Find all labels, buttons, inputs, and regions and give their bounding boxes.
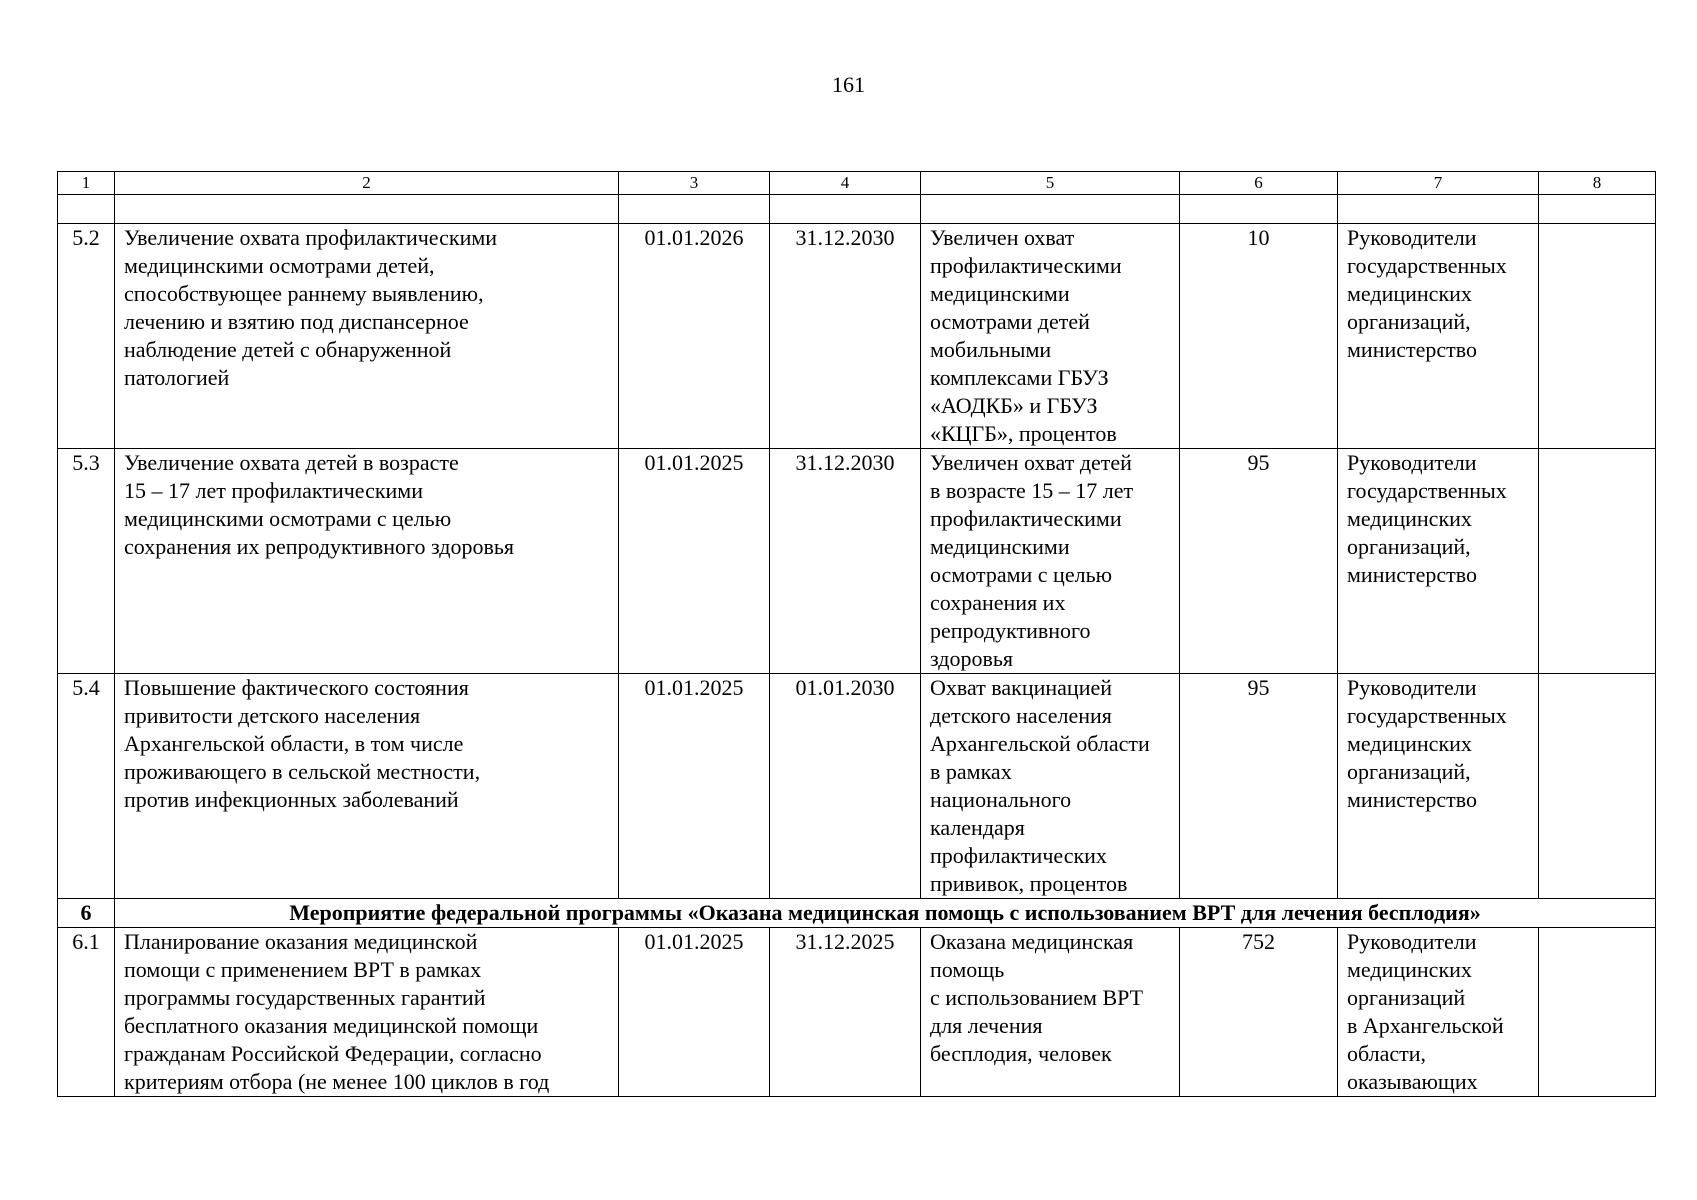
start-date: 01.01.2025 [619, 449, 770, 674]
empty-cell [770, 195, 921, 224]
section-number: 6 [58, 899, 115, 928]
empty-cell [58, 195, 115, 224]
empty-cell [115, 195, 619, 224]
result-text: Увеличен охват профилактическими медицинскими осмотрами детей мобильными комплексами ГБУЗ «АОДКБ» и ГБУЗ «КЦГБ», процентов [921, 224, 1180, 449]
column-numbers-row [58, 172, 1656, 195]
start-date: 01.01.2025 [619, 928, 770, 1097]
section-row [58, 899, 1656, 928]
table-row [58, 674, 1656, 899]
blank-row [58, 195, 1656, 224]
indicator-value: 95 [1180, 449, 1338, 674]
column-number: 7 [1338, 172, 1539, 195]
section-title: Мероприятие федеральной программы «Оказана медицинская помощь с использованием ВРТ для лечения бесплодия» [115, 899, 1656, 928]
measure-text: Увеличение охвата детей в возрасте 15 – 17 лет профилактическими медицинскими осмотрами с целью сохранения их репродуктивного здоровья [115, 449, 619, 674]
column-number: 2 [115, 172, 619, 195]
table-row [58, 224, 1656, 449]
column-number: 3 [619, 172, 770, 195]
note-cell [1539, 674, 1656, 899]
item-number: 6.1 [58, 928, 115, 1097]
column-number: 5 [921, 172, 1180, 195]
measure-text: Увеличение охвата профилактическими медицинскими осмотрами детей, способствующее раннему выявлению, лечению и взятию под диспансерное наблюдение детей с обнаруженной патологией [115, 224, 619, 449]
end-date: 31.12.2030 [770, 224, 921, 449]
note-cell [1539, 928, 1656, 1097]
result-text: Охват вакцинацией детского населения Архангельской области в рамках национального календаря профилактических прививок, процентов [921, 674, 1180, 899]
end-date: 31.12.2025 [770, 928, 921, 1097]
item-number: 5.2 [58, 224, 115, 449]
empty-cell [619, 195, 770, 224]
column-number: 4 [770, 172, 921, 195]
start-date: 01.01.2026 [619, 224, 770, 449]
item-number: 5.4 [58, 674, 115, 899]
table-row [58, 928, 1656, 1097]
note-cell [1539, 449, 1656, 674]
indicator-value: 95 [1180, 674, 1338, 899]
indicator-value: 752 [1180, 928, 1338, 1097]
column-number: 6 [1180, 172, 1338, 195]
indicator-value: 10 [1180, 224, 1338, 449]
end-date: 31.12.2030 [770, 449, 921, 674]
table-row [58, 449, 1656, 674]
column-number: 8 [1539, 172, 1656, 195]
start-date: 01.01.2025 [619, 674, 770, 899]
responsible-text: Руководители государственных медицинских организаций, министерство [1338, 224, 1539, 449]
empty-cell [1180, 195, 1338, 224]
column-number: 1 [58, 172, 115, 195]
empty-cell [921, 195, 1180, 224]
measure-text: Повышение фактического состояния привитости детского населения Архангельской области, в том числе проживающего в сельской местности, против инфекционных заболеваний [115, 674, 619, 899]
responsible-text: Руководители государственных медицинских организаций, министерство [1338, 449, 1539, 674]
result-text: Увеличен охват детей в возрасте 15 – 17 лет профилактическими медицинскими осмотрами с целью сохранения их репродуктивного здоровья [921, 449, 1180, 674]
empty-cell [1338, 195, 1539, 224]
end-date: 01.01.2030 [770, 674, 921, 899]
plan-table [57, 171, 1656, 1097]
item-number: 5.3 [58, 449, 115, 674]
responsible-text: Руководители государственных медицинских организаций, министерство [1338, 674, 1539, 899]
note-cell [1539, 224, 1656, 449]
result-text: Оказана медицинская помощь с использованием ВРТ для лечения бесплодия, человек [921, 928, 1180, 1097]
empty-cell [1539, 195, 1656, 224]
page-number: 161 [832, 72, 865, 97]
measure-text: Планирование оказания медицинской помощи с применением ВРТ в рамках программы государственных гарантий бесплатного оказания медицинской помощи гражданам Российской Федерации, согласно критериям отбора (не менее 100 циклов в год [115, 928, 619, 1097]
responsible-text: Руководители медицинских организаций в Архангельской области, оказывающих [1338, 928, 1539, 1097]
